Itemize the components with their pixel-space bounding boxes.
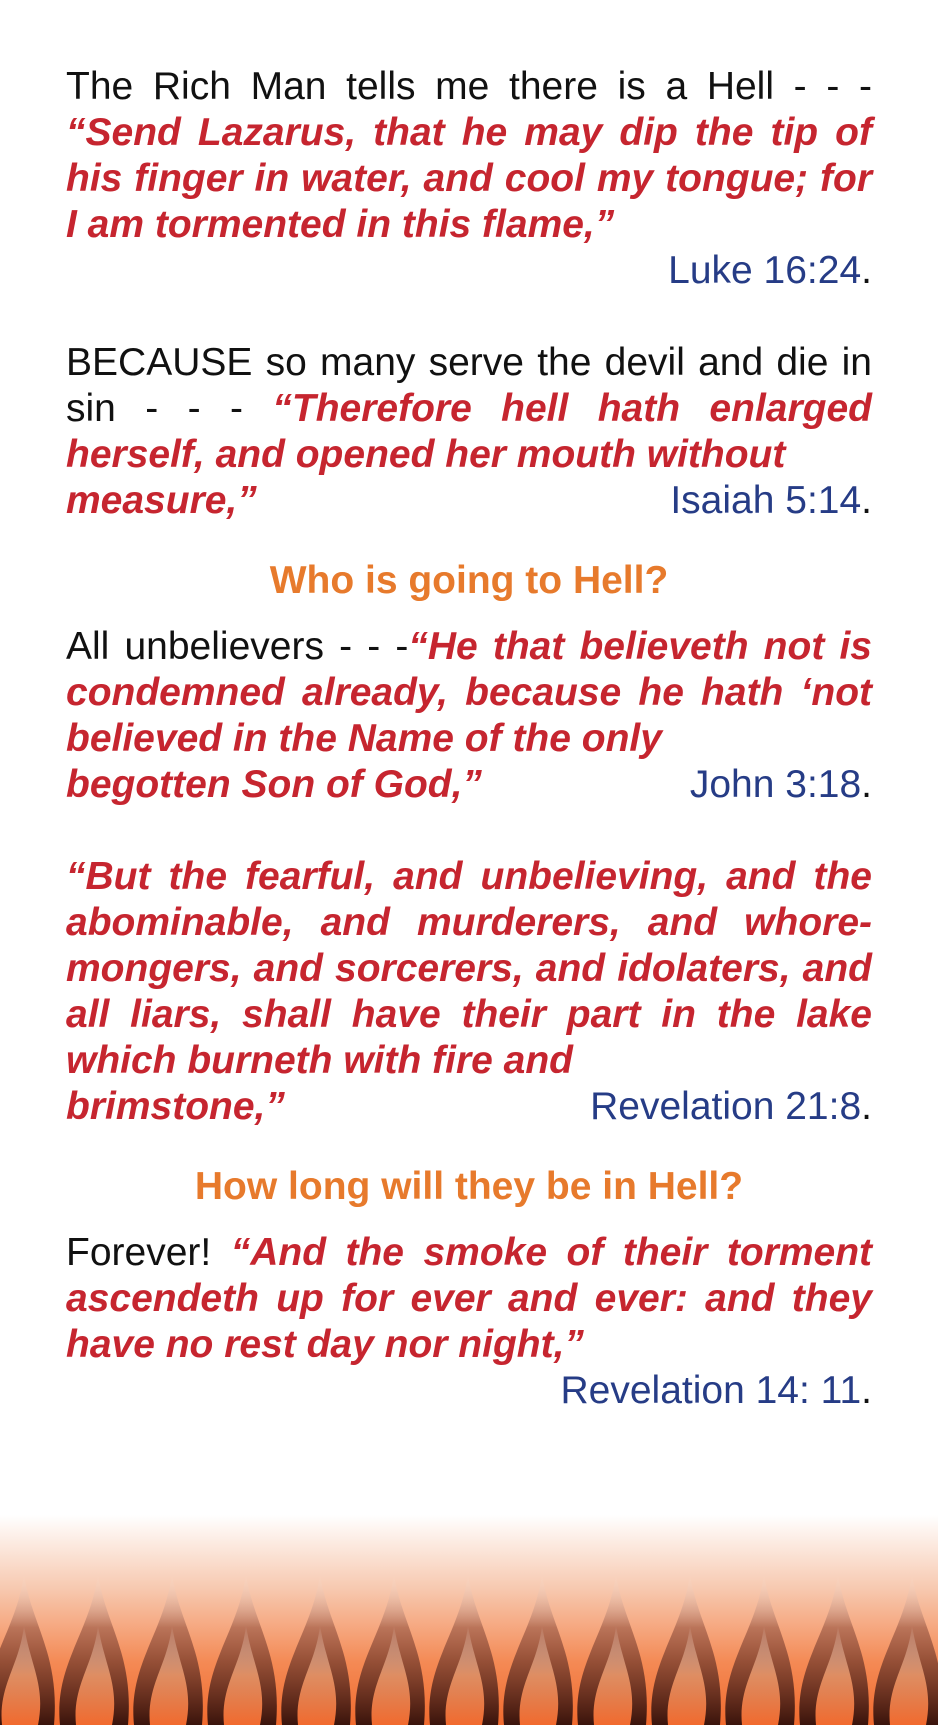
john-verse: “He that believeth not is condemned already, because he hath ‘not believed in the Name of the only [66, 625, 872, 760]
how-long-heading: How long will they be in Hell? [194, 1165, 744, 1208]
revelation-21-reference: Revelation 21:8 [590, 1085, 862, 1128]
flames-decoration [0, 1515, 938, 1725]
revelation-14-reference-line [66, 1368, 872, 1414]
rich-man-lead: The Rich Man tells me there is a Hell - - - [66, 65, 872, 108]
revelation-21-last-line [66, 1084, 872, 1130]
isaiah-verse-end: measure,” [66, 479, 257, 522]
revelation-14-reference: Revelation 14: 11 [560, 1369, 862, 1412]
luke-verse: “Send Lazarus, that he may dip the tip of his finger in water, and cool my tongue; for I am tormented in this flame,” [66, 111, 872, 246]
unbelievers-paragraph [66, 624, 872, 762]
rich-man-paragraph [66, 64, 872, 248]
revelation-14-verse: “And the smoke of their torment ascendeth up for ever and ever: and they have no rest day nor night,” [66, 1231, 873, 1366]
john-reference: John 3:18 [689, 763, 862, 806]
revelation-21-section [66, 854, 872, 1130]
forever-section [66, 1230, 872, 1414]
revelation-21-verse: “But the fearful, and unbelieving, and the abominable, and murderers, and whore-mongers, and sorcerers, and idolaters, and all liars, shall have their part in the lake which burneth with fire and [66, 855, 872, 1082]
reference-period: . [861, 249, 872, 292]
tract-page [66, 64, 872, 1414]
rich-man-section [66, 64, 872, 294]
revelation-21-verse-end: brimstone,” [66, 1085, 285, 1128]
unbelievers-section [66, 624, 872, 808]
reference-period: . [861, 479, 872, 522]
reference-period: . [861, 1085, 872, 1128]
because-paragraph [66, 340, 872, 478]
who-is-going-heading: Who is going to Hell? [269, 559, 669, 602]
luke-reference: Luke 16:24 [668, 249, 862, 292]
john-verse-end: begotten Son of God,” [66, 763, 482, 806]
because-lead: BECAUSE so many serve the devil and die in sin - - - [66, 341, 872, 430]
reference-period: . [861, 763, 872, 806]
reference-period: . [861, 1369, 872, 1412]
isaiah-verse: “Therefore hell hath enlarged herself, and opened her mouth without [66, 387, 872, 476]
john-last-line [66, 762, 872, 808]
unbelievers-lead: All unbelievers - - - [66, 625, 409, 668]
because-section [66, 340, 872, 524]
forever-lead: Forever! [66, 1231, 231, 1274]
isaiah-last-line [66, 478, 872, 524]
forever-paragraph [66, 1230, 872, 1368]
isaiah-reference: Isaiah 5:14 [670, 479, 862, 522]
luke-reference-line [66, 248, 872, 294]
